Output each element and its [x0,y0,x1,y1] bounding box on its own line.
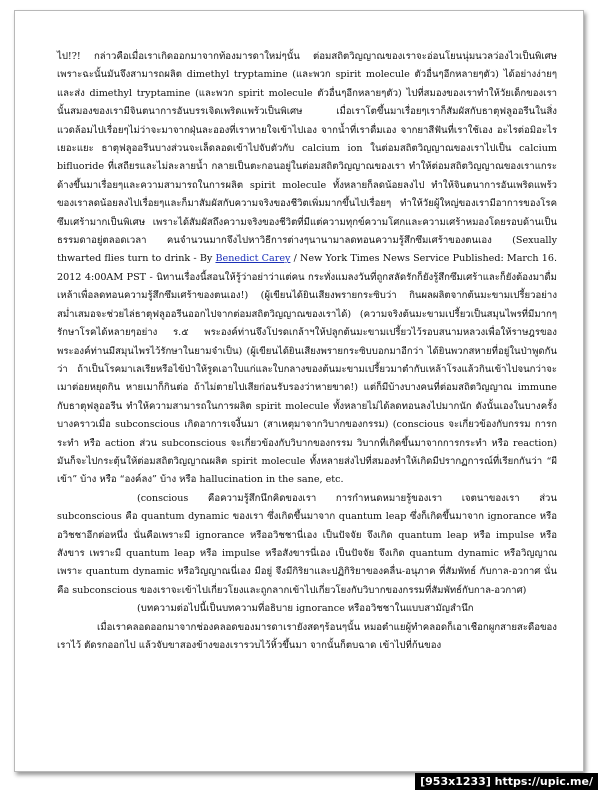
paragraph-4: เมื่อเราคลอดออกมาจากช่องคลอดของมารดาเรายังสดๆร้อนๆนั้น หมอตำแยผู้ทำคลอดก็เอาเชือกผูกสายสะดือของเราไว้ ตัดรกออกไป แล้วจับขาสองข้างของเรารวบไว้หิ้วขึ้นมา จากนั้นก็ตบฉาด เข้าไปที่ก้นของ [57,621,557,651]
document-body [57,48,557,655]
author-link[interactable]: Benedict Carey [215,253,291,265]
paragraph-2: (conscious คือความรู้สึกนึกคิดของเรา การกำหนดหมายรู้ของเรา เจตนาของเรา ส่วน subconscious คือ quantum dynamic ของเรา ซึ่งเกิดขึ้นมาจาก quantum leap ซึ่งก็เกิดขึ้นมาจาก ignorance หรืออวิชชาอีกต่อหนึ่ง นั่นคือเพราะมี ignorance หรืออวิชชานี่เอง เป็นปัจจัย จึงเกิด quantum leap หรือ impulse หรือสังขาร เพราะมี quantum leap หรือ impulse หรือสังขารนี่เอง เป็นปัจจัย จึงเกิด quantum dynamic หรือวิญญาณ เพราะ quantum dynamic หรือวิญญาณนี่เอง มีอยู่ จึงมีกิริยาและปฏิกิริยาของคลื่น-อนุภาค ที่สัมพัทธ์ กับกาล-อวกาศ นั่นคือ subconscious ของเราจะเข้าไปเกี่ยวโยงและถูกลากเข้าไปเกี่ยวโยงกับวิบากของกรรมที่สัมพัทธ์กับกาล-อวกาศ) [57,492,557,596]
paragraph-1-continued: / New York Times News Service Published: March 16. 2012 4:00AM PST - นิทานเรื่องนี้สอนให้รู้ว่าอย่าว่าแต่คน กระทั่งแมลงวันที่ถูกสลัดรักก็ยังรู้สึกซึมเศร้าและก็ยังต้องมาดื่มเหล้าเพื่อลดทอนความรู้สึกซึมเศร้าของตนเอง!) (ผู้เขียนได้ยินเสียงพรายกระซิบว่า กินผลผลิตจากต้นมะขามเปรี้ยวอย่างสม่ำเสมอจะช่วยไล่ธาตุฟลูออรีนออกไปจากต่อมสถิตวิญญาณของเราได้) (ความจริงต้นมะขามเปรี้ยวเป็นสมุนไพรที่มีมากๆรักษาโรคได้หลายๆอย่าง ร.๕ พระองค์ท่านจึงโปรดเกล้าฯให้ปลูกต้นมะขามเปรี้ยวไว้รอบสนามหลวงเพื่อให้ราษฎรของพระองค์ท่านมีสมุนไพรไว้รักษาในยามจำเป็น) (ผู้เขียนได้ยินเสียงพรายกระซิบบอกมาอีกว่า ได้ยินพวกสหายที่อยู่ในป่าพูดกันว่า ถ้าเป็นโรคมาเลเรียหรือไข้ป่าให้รูดเอาใบแก่และใบกลางของต้นมะขามเปรี้ยวมาตำกับเหล้าโรงแล้วกินเข้าไปจนกว่าจะเมาต่อยหยุดกิน หายเมาก็กินต่อ ถ้าไม่ตายไปเสียก่อนรับรองว่าหายขาด!) แต่ก็มีบ้างบางคนที่ต่อมสถิตวิญญาณ immune กับธาตุฟลูออรีน ทำให้ความสามารถในการผลิต spirit molecule ทั้งหลายไม่ได้ลดทอนลงไปมากนัก ดังนั้นเองในบางครั้งบางคราวเมื่อ subconscious เกิดอาการเจงี้นมา (สาเหตุมาจากวิบากของกรรม) (conscious จะเกี่ยวข้องกับกรรม การกระทำ หรือ action ส่วน subconscious จะเกี่ยวข้องกับวิบากของกรรม วิบากที่เกิดขึ้นมาจากการกระทำ หรือ reaction) มันก็จะไปกระตุ้นให้ต่อมสถิตวิญญาณผลิต spirit molecule ทั้งหลายส่งไปที่สมองทำให้เกิดมีปรากฏการณ์ที่เรียกกันว่า “ผีเข้า” บ้าง หรือ “องค์ลง” บ้าง หรือ hallucination in the sane, etc. [57,253,557,486]
paragraph-1 [57,48,557,490]
image-host-watermark: [953x1233] https://upic.me/ [415,773,598,790]
document-page [14,10,584,772]
paragraph-1-text: ไป!?! กล่าวคือเมื่อเราเกิดออกมาจากท้องมารดาใหม่ๆนั้น ต่อมสถิตวิญญาณของเราจะอ่อนโยนนุ่มนวลว่องไวเป็นพิเศษ เพราะฉะนั้นมันจึงสามารถผลิต dimethyl tryptamine (และพวก spirit molecule ตัวอื่นๆอีกหลายๆตัว) ได้อย่างง่ายๆและส่ง dimethyl tryptamine (และพวก spirit molecule ตัวอื่นๆอีกหลายๆตัว) ไปที่สมองของเราทำให้วัยเด็กของเรานั้นสมองของเรามีจินตนาการอันบรรเจิดเพริดแพร้วเป็นพิเศษ เมื่อเราโตขึ้นมาเรื่อยๆเราก็สัมผัสกับธาตุฟลูออรีนในสิ่งแวดล้อมไปเรื่อยๆไม่ว่าจะมาจากฝุ่นละอองที่เราหายใจเข้าไปเอง จากน้ำที่เราดื่มเอง จากยาสีฟันที่เราใช้เอง อะไรต่อมิอะไรเยอะแยะ ธาตุฟลูออรีนบางส่วนจะเล็ดลอดเข้าไปจับตัวกับ calcium ion ในต่อมสถิตวิญญาณของเราไปเป็น calcium bifluoride ที่เสถียรและไม่ละลายน้ำ กลายเป็นตะกอนอยู่ในต่อมสถิตวิญญาณของเรา ทำให้ต่อมสถิตวิญญาณของเราแกระด้างขึ้นมาเรื่อยๆและความสามารถในการผลิต spirit molecule ทั้งหลายก็ลดน้อยลงไป ทำให้จินตนาการอันเพริดแพร้วของเราลดน้อยลงไปเรื่อยๆและก็มาสัมผัสกับความจริงของชีวิตเพิ่มมากขึ้นไปเรื่อยๆ ทำให้วัยผู้ใหญ่ของเรามีอาการของโรคซึมเศร้ามากเป็นพิเศษ เพราะได้สัมผัสถึงความจริงของชีวิตที่มีแต่ความทุกข์ความโศกและความเศร้าหมองโดยรอบด้านเป็นธรรมดาอยู่ตลอดเวลา คนจำนวนมากจึงไปหาวิธีการต่างๆนานามาลดทอนความรู้สึกซึมเศร้าของตนเอง (Sexually thwarted flies turn to drink - By [57,51,557,265]
paragraph-3: (บทความต่อไปนี้เป็นบทความที่อธิบาย ignorance หรืออวิชชาในแบบสามัญสำนึก [137,603,474,615]
